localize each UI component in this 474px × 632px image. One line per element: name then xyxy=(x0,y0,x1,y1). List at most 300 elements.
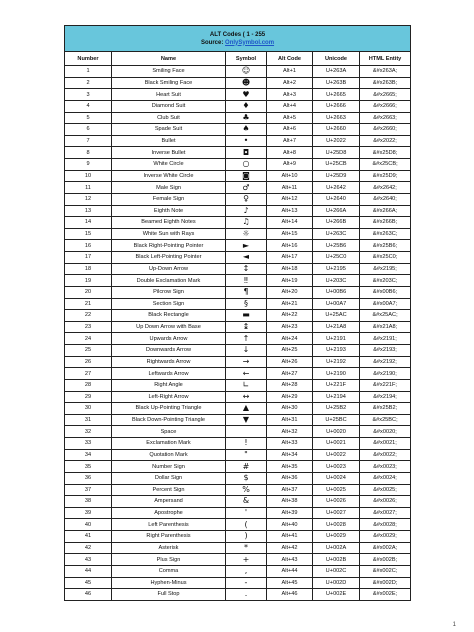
table-row xyxy=(65,66,411,78)
row-unicode: U+25BC xyxy=(313,414,360,426)
source-link[interactable]: OnlySymbol.com xyxy=(225,39,275,46)
row-html-entity: &#x25AC; xyxy=(360,310,411,322)
row-html-entity: &#x2192; xyxy=(360,356,411,368)
row-html-entity: &#x266A; xyxy=(360,205,411,217)
row-alt-code: Alt+2 xyxy=(267,77,313,89)
row-unicode: U+0026 xyxy=(313,496,360,508)
row-unicode: U+25B6 xyxy=(313,240,360,252)
row-name: Full Stop xyxy=(112,589,226,601)
row-alt-code: Alt+24 xyxy=(267,333,313,345)
row-html-entity: &#x2640; xyxy=(360,193,411,205)
row-name: Smiling Face xyxy=(112,66,226,78)
row-number: 17 xyxy=(65,252,112,264)
table-row xyxy=(65,379,411,391)
table-row xyxy=(65,368,411,380)
row-alt-code: Alt+43 xyxy=(267,554,313,566)
row-html-entity: &#x25D9; xyxy=(360,170,411,182)
row-number: 13 xyxy=(65,205,112,217)
row-name: Male Sign xyxy=(112,182,226,194)
row-html-entity: &#x0029; xyxy=(360,531,411,543)
row-html-entity: &#x0021; xyxy=(360,438,411,450)
row-name: Right Parenthesis xyxy=(112,531,226,543)
row-html-entity: &#x2660; xyxy=(360,124,411,136)
row-symbol: " xyxy=(226,449,267,461)
table-body xyxy=(65,66,411,601)
row-alt-code: Alt+16 xyxy=(267,240,313,252)
row-html-entity: &#x25D8; xyxy=(360,147,411,159)
row-unicode: U+266B xyxy=(313,217,360,229)
row-number: 10 xyxy=(65,170,112,182)
row-symbol: ♪ xyxy=(226,205,267,217)
row-html-entity: &#x0027; xyxy=(360,507,411,519)
row-name: Eighth Note xyxy=(112,205,226,217)
row-number: 19 xyxy=(65,275,112,287)
table-row xyxy=(65,403,411,415)
row-name: Leftwards Arrow xyxy=(112,368,226,380)
row-alt-code: Alt+26 xyxy=(267,356,313,368)
row-name: Quotation Mark xyxy=(112,449,226,461)
row-symbol: * xyxy=(226,542,267,554)
row-symbol xyxy=(226,426,267,438)
row-symbol: ' xyxy=(226,507,267,519)
row-number: 9 xyxy=(65,159,112,171)
row-alt-code: Alt+3 xyxy=(267,89,313,101)
row-alt-code: Alt+34 xyxy=(267,449,313,461)
row-alt-code: Alt+18 xyxy=(267,263,313,275)
table-row xyxy=(65,228,411,240)
row-name: Asterisk xyxy=(112,542,226,554)
row-number: 26 xyxy=(65,356,112,368)
row-html-entity: &#x266B; xyxy=(360,217,411,229)
row-html-entity: &#x002A; xyxy=(360,542,411,554)
row-alt-code: Alt+11 xyxy=(267,182,313,194)
row-alt-code: Alt+13 xyxy=(267,205,313,217)
row-unicode: U+2191 xyxy=(313,333,360,345)
row-symbol: ♂ xyxy=(226,182,267,194)
row-alt-code: Alt+28 xyxy=(267,379,313,391)
row-number: 30 xyxy=(65,403,112,415)
row-alt-code: Alt+36 xyxy=(267,472,313,484)
row-unicode: U+221F xyxy=(313,379,360,391)
row-number: 23 xyxy=(65,321,112,333)
table-row xyxy=(65,391,411,403)
row-unicode: U+00A7 xyxy=(313,298,360,310)
row-name: Black Smiling Face xyxy=(112,77,226,89)
row-html-entity: &#x2665; xyxy=(360,89,411,101)
alt-codes-table xyxy=(64,25,411,601)
table-row xyxy=(65,252,411,264)
row-number: 16 xyxy=(65,240,112,252)
row-symbol: ☻ xyxy=(226,77,267,89)
row-name: Rightwards Arrow xyxy=(112,356,226,368)
row-number: 33 xyxy=(65,438,112,450)
row-name: Inverse White Circle xyxy=(112,170,226,182)
table-row xyxy=(65,217,411,229)
column-header-alt-code: Alt Code xyxy=(267,52,313,66)
row-unicode: U+002E xyxy=(313,589,360,601)
row-name: Pilcrow Sign xyxy=(112,286,226,298)
row-number: 29 xyxy=(65,391,112,403)
row-number: 2 xyxy=(65,77,112,89)
table-row xyxy=(65,589,411,601)
table-row xyxy=(65,263,411,275)
row-alt-code: Alt+29 xyxy=(267,391,313,403)
row-html-entity: &#x2642; xyxy=(360,182,411,194)
row-alt-code: Alt+19 xyxy=(267,275,313,287)
page-number: 1 xyxy=(452,622,456,628)
row-symbol: & xyxy=(226,496,267,508)
row-unicode: U+25CB xyxy=(313,159,360,171)
row-name: Left Parenthesis xyxy=(112,519,226,531)
table-row xyxy=(65,321,411,333)
row-unicode: U+2195 xyxy=(313,263,360,275)
table-row xyxy=(65,496,411,508)
row-number: 22 xyxy=(65,310,112,322)
row-alt-code: Alt+4 xyxy=(267,100,313,112)
row-html-entity: &#x0025; xyxy=(360,484,411,496)
row-alt-code: Alt+20 xyxy=(267,286,313,298)
row-symbol: $ xyxy=(226,472,267,484)
row-unicode: U+2665 xyxy=(313,89,360,101)
table-row xyxy=(65,112,411,124)
table-row xyxy=(65,310,411,322)
row-name: Black Rectangle xyxy=(112,310,226,322)
table-row xyxy=(65,461,411,473)
row-unicode: U+0021 xyxy=(313,438,360,450)
row-symbol: ○ xyxy=(226,159,267,171)
row-name: Beamed Eighth Notes xyxy=(112,217,226,229)
row-name: Downwards Arrow xyxy=(112,345,226,357)
row-html-entity: &#x25B2; xyxy=(360,403,411,415)
table-row xyxy=(65,449,411,461)
row-unicode: U+002C xyxy=(313,565,360,577)
row-symbol: ♣ xyxy=(226,112,267,124)
row-name: Black Left-Pointing Pointer xyxy=(112,252,226,264)
row-unicode: U+263B xyxy=(313,77,360,89)
source-label: Source: xyxy=(201,39,224,46)
row-symbol: ◄ xyxy=(226,252,267,264)
row-number: 12 xyxy=(65,193,112,205)
row-number: 36 xyxy=(65,472,112,484)
row-name: Spade Suit xyxy=(112,124,226,136)
row-number: 39 xyxy=(65,507,112,519)
row-unicode: U+25B2 xyxy=(313,403,360,415)
row-unicode: U+00B6 xyxy=(313,286,360,298)
row-unicode: U+203C xyxy=(313,275,360,287)
table-row xyxy=(65,182,411,194)
column-header-row xyxy=(65,52,411,66)
row-unicode: U+21A8 xyxy=(313,321,360,333)
row-html-entity: &#x0023; xyxy=(360,461,411,473)
table-row xyxy=(65,542,411,554)
row-name: Apostrophe xyxy=(112,507,226,519)
row-alt-code: Alt+33 xyxy=(267,438,313,450)
row-symbol: ◙ xyxy=(226,170,267,182)
row-alt-code: Alt+5 xyxy=(267,112,313,124)
row-unicode: U+25AC xyxy=(313,310,360,322)
row-html-entity: &#x0020; xyxy=(360,426,411,438)
table-row xyxy=(65,147,411,159)
table-row xyxy=(65,507,411,519)
row-symbol: ∟ xyxy=(226,379,267,391)
row-html-entity: &#x0022; xyxy=(360,449,411,461)
row-name: Up Down Arrow with Base xyxy=(112,321,226,333)
row-name: Bullet xyxy=(112,135,226,147)
row-unicode: U+0024 xyxy=(313,472,360,484)
row-number: 40 xyxy=(65,519,112,531)
row-html-entity: &#x002D; xyxy=(360,577,411,589)
row-html-entity: &#x263A; xyxy=(360,66,411,78)
row-number: 32 xyxy=(65,426,112,438)
table-row xyxy=(65,472,411,484)
row-number: 28 xyxy=(65,379,112,391)
row-unicode: U+25D8 xyxy=(313,147,360,159)
row-html-entity: &#x2190; xyxy=(360,368,411,380)
table-row xyxy=(65,565,411,577)
row-symbol: # xyxy=(226,461,267,473)
column-header-name: Name xyxy=(112,52,226,66)
row-alt-code: Alt+40 xyxy=(267,519,313,531)
row-symbol: ) xyxy=(226,531,267,543)
row-number: 4 xyxy=(65,100,112,112)
row-symbol: § xyxy=(226,298,267,310)
row-name: Left-Right Arrow xyxy=(112,391,226,403)
row-html-entity: &#x263C; xyxy=(360,228,411,240)
row-number: 37 xyxy=(65,484,112,496)
row-name: Upwards Arrow xyxy=(112,333,226,345)
row-symbol: ! xyxy=(226,438,267,450)
row-unicode: U+2663 xyxy=(313,112,360,124)
row-symbol: ‼ xyxy=(226,275,267,287)
row-alt-code: Alt+7 xyxy=(267,135,313,147)
row-html-entity: &#x25BC; xyxy=(360,414,411,426)
row-html-entity: &#x25C0; xyxy=(360,252,411,264)
row-symbol: ← xyxy=(226,368,267,380)
row-number: 44 xyxy=(65,565,112,577)
table-row xyxy=(65,333,411,345)
row-unicode: U+002A xyxy=(313,542,360,554)
row-name: Ampersand xyxy=(112,496,226,508)
row-alt-code: Alt+35 xyxy=(267,461,313,473)
table-row xyxy=(65,484,411,496)
row-symbol: ☺ xyxy=(226,66,267,78)
row-alt-code: Alt+39 xyxy=(267,507,313,519)
row-name: Plus Sign xyxy=(112,554,226,566)
row-alt-code: Alt+41 xyxy=(267,531,313,543)
row-alt-code: Alt+31 xyxy=(267,414,313,426)
row-symbol: ▼ xyxy=(226,414,267,426)
table-source xyxy=(65,39,410,47)
row-symbol: ♥ xyxy=(226,89,267,101)
row-name: Black Up-Pointing Triangle xyxy=(112,403,226,415)
table-row xyxy=(65,519,411,531)
row-symbol: ¶ xyxy=(226,286,267,298)
row-name: Space xyxy=(112,426,226,438)
table-row xyxy=(65,438,411,450)
row-unicode: U+2193 xyxy=(313,345,360,357)
row-unicode: U+2640 xyxy=(313,193,360,205)
row-number: 45 xyxy=(65,577,112,589)
row-number: 21 xyxy=(65,298,112,310)
row-alt-code: Alt+17 xyxy=(267,252,313,264)
row-name: Section Sign xyxy=(112,298,226,310)
row-html-entity: &#x2663; xyxy=(360,112,411,124)
row-html-entity: &#x2195; xyxy=(360,263,411,275)
row-html-entity: &#x25CB; xyxy=(360,159,411,171)
row-name: Dollar Sign xyxy=(112,472,226,484)
row-symbol: ▬ xyxy=(226,310,267,322)
row-alt-code: Alt+45 xyxy=(267,577,313,589)
row-unicode: U+2666 xyxy=(313,100,360,112)
row-alt-code: Alt+30 xyxy=(267,403,313,415)
table-row xyxy=(65,159,411,171)
row-html-entity: &#x00B6; xyxy=(360,286,411,298)
row-alt-code: Alt+42 xyxy=(267,542,313,554)
row-alt-code: Alt+1 xyxy=(267,66,313,78)
row-unicode: U+0028 xyxy=(313,519,360,531)
row-name: Comma xyxy=(112,565,226,577)
row-name: Black Right-Pointing Pointer xyxy=(112,240,226,252)
row-symbol: ↓ xyxy=(226,345,267,357)
row-html-entity: &#x002E; xyxy=(360,589,411,601)
row-unicode: U+0023 xyxy=(313,461,360,473)
row-html-entity: &#x2194; xyxy=(360,391,411,403)
row-alt-code: Alt+15 xyxy=(267,228,313,240)
row-symbol: ↔ xyxy=(226,391,267,403)
row-alt-code: Alt+44 xyxy=(267,565,313,577)
row-alt-code: Alt+8 xyxy=(267,147,313,159)
row-html-entity: &#x2666; xyxy=(360,100,411,112)
row-unicode: U+0020 xyxy=(313,426,360,438)
table-row xyxy=(65,77,411,89)
row-number: 8 xyxy=(65,147,112,159)
row-html-entity: &#x002C; xyxy=(360,565,411,577)
row-html-entity: &#x21A8; xyxy=(360,321,411,333)
row-symbol: % xyxy=(226,484,267,496)
row-name: White Circle xyxy=(112,159,226,171)
row-number: 31 xyxy=(65,414,112,426)
table-row xyxy=(65,577,411,589)
row-alt-code: Alt+38 xyxy=(267,496,313,508)
row-name: Inverse Bullet xyxy=(112,147,226,159)
row-symbol: , xyxy=(226,565,267,577)
table-row xyxy=(65,414,411,426)
row-symbol: ♦ xyxy=(226,100,267,112)
row-symbol: . xyxy=(226,589,267,601)
row-symbol: • xyxy=(226,135,267,147)
row-html-entity: &#x0026; xyxy=(360,496,411,508)
row-symbol: ( xyxy=(226,519,267,531)
table-row xyxy=(65,531,411,543)
row-number: 6 xyxy=(65,124,112,136)
row-number: 34 xyxy=(65,449,112,461)
row-name: Number Sign xyxy=(112,461,226,473)
table-row xyxy=(65,205,411,217)
row-symbol: ↕ xyxy=(226,263,267,275)
row-alt-code: Alt+22 xyxy=(267,310,313,322)
row-symbol: ♫ xyxy=(226,217,267,229)
row-html-entity: &#x00A7; xyxy=(360,298,411,310)
column-header-unicode: Unicode xyxy=(313,52,360,66)
row-name: Exclamation Mark xyxy=(112,438,226,450)
row-unicode: U+2022 xyxy=(313,135,360,147)
row-unicode: U+266A xyxy=(313,205,360,217)
row-alt-code: Alt+14 xyxy=(267,217,313,229)
table-row xyxy=(65,170,411,182)
row-unicode: U+002B xyxy=(313,554,360,566)
row-number: 25 xyxy=(65,345,112,357)
row-alt-code: Alt+27 xyxy=(267,368,313,380)
table-row xyxy=(65,240,411,252)
row-number: 18 xyxy=(65,263,112,275)
row-name: Percent Sign xyxy=(112,484,226,496)
row-html-entity: &#x221F; xyxy=(360,379,411,391)
row-alt-code: Alt+10 xyxy=(267,170,313,182)
row-unicode: U+0025 xyxy=(313,484,360,496)
row-html-entity: &#x0024; xyxy=(360,472,411,484)
row-name: Double Exclamation Mark xyxy=(112,275,226,287)
row-name: Heart Suit xyxy=(112,89,226,101)
row-symbol: ↑ xyxy=(226,333,267,345)
row-html-entity: &#x25B6; xyxy=(360,240,411,252)
row-unicode: U+0022 xyxy=(313,449,360,461)
row-symbol: ► xyxy=(226,240,267,252)
row-symbol: ▲ xyxy=(226,403,267,415)
row-number: 11 xyxy=(65,182,112,194)
row-symbol: ↨ xyxy=(226,321,267,333)
row-number: 38 xyxy=(65,496,112,508)
table-row xyxy=(65,345,411,357)
row-alt-code: Alt+46 xyxy=(267,589,313,601)
column-header-html-entity: HTML Entity xyxy=(360,52,411,66)
row-name: White Sun with Rays xyxy=(112,228,226,240)
row-symbol: ◘ xyxy=(226,147,267,159)
row-number: 20 xyxy=(65,286,112,298)
row-html-entity: &#x002B; xyxy=(360,554,411,566)
row-unicode: U+2190 xyxy=(313,368,360,380)
row-name: Hyphen-Minus xyxy=(112,577,226,589)
row-symbol: - xyxy=(226,577,267,589)
row-name: Up-Down Arrow xyxy=(112,263,226,275)
table-row xyxy=(65,193,411,205)
table-row xyxy=(65,100,411,112)
row-alt-code: Alt+25 xyxy=(267,345,313,357)
table-row xyxy=(65,298,411,310)
row-number: 24 xyxy=(65,333,112,345)
row-unicode: U+2642 xyxy=(313,182,360,194)
table-row xyxy=(65,275,411,287)
row-unicode: U+25D9 xyxy=(313,170,360,182)
row-name: Right Angle xyxy=(112,379,226,391)
row-number: 1 xyxy=(65,66,112,78)
row-number: 5 xyxy=(65,112,112,124)
row-number: 41 xyxy=(65,531,112,543)
row-name: Diamond Suit xyxy=(112,100,226,112)
row-number: 35 xyxy=(65,461,112,473)
row-symbol: ♠ xyxy=(226,124,267,136)
row-symbol: → xyxy=(226,356,267,368)
row-unicode: U+263C xyxy=(313,228,360,240)
row-unicode: U+2194 xyxy=(313,391,360,403)
row-symbol: + xyxy=(226,554,267,566)
row-number: 3 xyxy=(65,89,112,101)
table-row xyxy=(65,426,411,438)
row-number: 7 xyxy=(65,135,112,147)
row-alt-code: Alt+32 xyxy=(267,426,313,438)
table-row xyxy=(65,356,411,368)
row-number: 43 xyxy=(65,554,112,566)
row-unicode: U+0027 xyxy=(313,507,360,519)
